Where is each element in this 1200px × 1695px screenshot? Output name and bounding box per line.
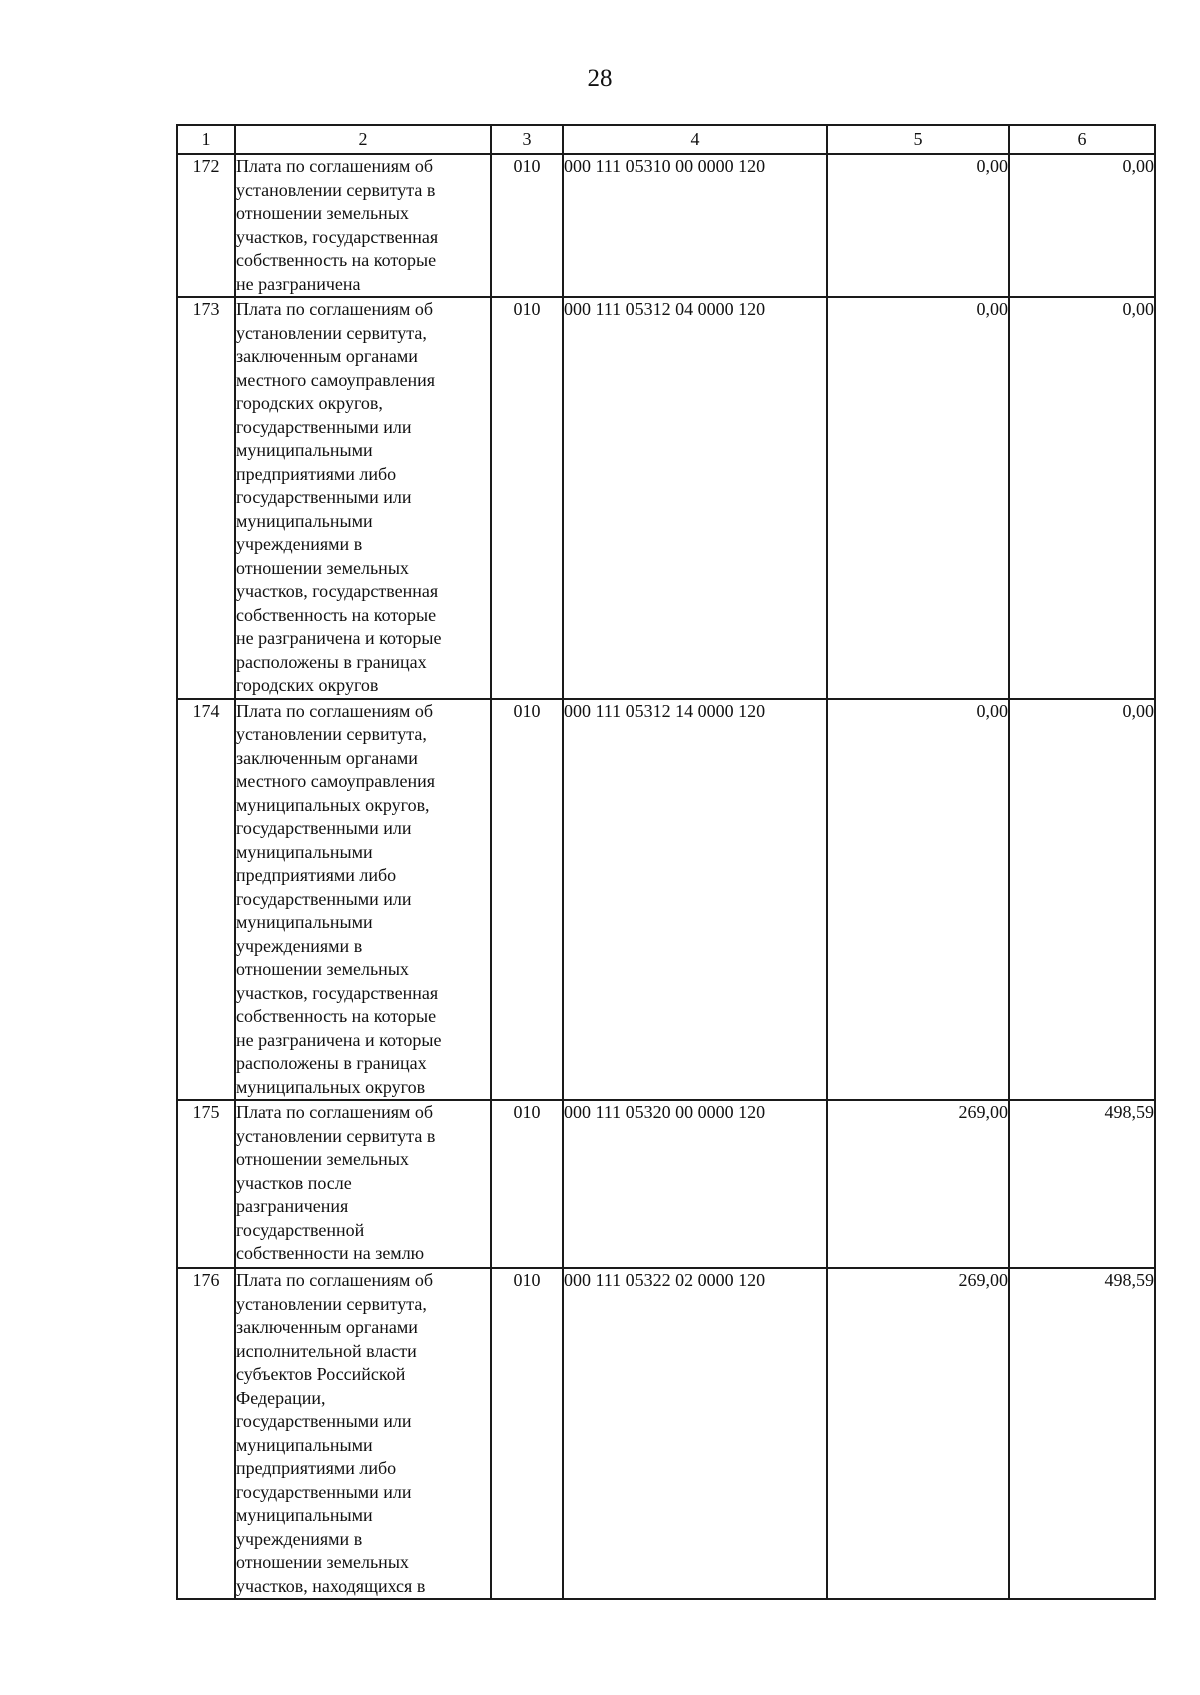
amount-column-5: 269,00 [827, 1268, 1009, 1599]
amount-column-6: 498,59 [1009, 1268, 1155, 1599]
table-row [177, 1100, 1155, 1268]
amount-column-6: 0,00 [1009, 699, 1155, 1101]
column-header-2: 2 [235, 125, 491, 154]
admin-code: 010 [491, 1100, 563, 1268]
revenue-name: Плата по соглашениям об установлении сервитута, заключенным органами местного самоуправления городских округов, государственными или муниципальными предприятиями либо государственными или муниципальными учреждениями в отношении земельных участков, государственная собственность на которые не разграничена и которые расположены в границах городских округов [235, 297, 491, 699]
admin-code: 010 [491, 1268, 563, 1599]
admin-code: 010 [491, 699, 563, 1101]
table-row [177, 154, 1155, 297]
column-header-5: 5 [827, 125, 1009, 154]
amount-column-6: 498,59 [1009, 1100, 1155, 1268]
page-number: 28 [587, 65, 613, 92]
amount-column-5: 269,00 [827, 1100, 1009, 1268]
revenue-name: Плата по соглашениям об установлении сервитута в отношении земельных участков, государственная собственность на которые не разграничена [235, 154, 491, 297]
column-header-6: 6 [1009, 125, 1155, 154]
classification-code: 000 111 05310 00 0000 120 [563, 154, 827, 297]
revenue-table [176, 124, 1156, 1600]
row-number: 172 [177, 154, 235, 297]
table-row [177, 297, 1155, 699]
amount-column-5: 0,00 [827, 154, 1009, 297]
admin-code: 010 [491, 154, 563, 297]
column-header-4: 4 [563, 125, 827, 154]
row-number: 176 [177, 1268, 235, 1599]
column-header-3: 3 [491, 125, 563, 154]
row-number: 174 [177, 699, 235, 1101]
table-row [177, 1268, 1155, 1599]
classification-code: 000 111 05312 04 0000 120 [563, 297, 827, 699]
row-number: 175 [177, 1100, 235, 1268]
classification-code: 000 111 05320 00 0000 120 [563, 1100, 827, 1268]
amount-column-5: 0,00 [827, 297, 1009, 699]
table-header-row [177, 125, 1155, 154]
table-row [177, 699, 1155, 1101]
revenue-name: Плата по соглашениям об установлении сервитута, заключенным органами исполнительной власти субъектов Российской Федерации, государственными или муниципальными предприятиями либо государственными или муниципальными учреждениями в отношении земельных участков, находящихся в [235, 1268, 491, 1599]
amount-column-5: 0,00 [827, 699, 1009, 1101]
classification-code: 000 111 05312 14 0000 120 [563, 699, 827, 1101]
revenue-name: Плата по соглашениям об установлении сервитута, заключенным органами местного самоуправления муниципальных округов, государственными или муниципальными предприятиями либо государственными или муниципальными учреждениями в отношении земельных участков, государственная собственность на которые не разграничена и которые расположены в границах муниципальных округов [235, 699, 491, 1101]
amount-column-6: 0,00 [1009, 297, 1155, 699]
admin-code: 010 [491, 297, 563, 699]
row-number: 173 [177, 297, 235, 699]
column-header-1: 1 [177, 125, 235, 154]
classification-code: 000 111 05322 02 0000 120 [563, 1268, 827, 1599]
amount-column-6: 0,00 [1009, 154, 1155, 297]
revenue-name: Плата по соглашениям об установлении сервитута в отношении земельных участков после разграничения государственной собственности на землю [235, 1100, 491, 1268]
